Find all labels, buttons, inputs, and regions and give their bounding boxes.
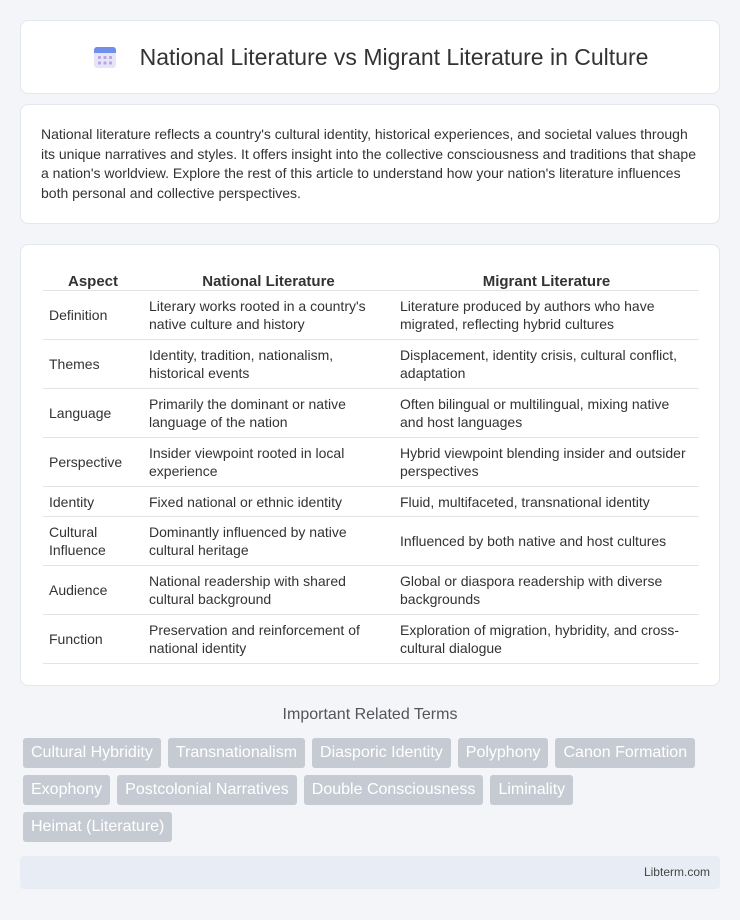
footer bbox=[20, 856, 720, 889]
term-tag[interactable]: Polyphony bbox=[458, 738, 549, 768]
table-header-row bbox=[43, 265, 699, 291]
cell-aspect: Themes bbox=[43, 340, 143, 389]
term-tag[interactable]: Cultural Hybridity bbox=[23, 738, 161, 768]
term-tag[interactable]: Liminality bbox=[490, 775, 573, 805]
cell-aspect: Language bbox=[43, 389, 143, 438]
comparison-table bbox=[43, 265, 699, 664]
term-tag[interactable]: Diasporic Identity bbox=[312, 738, 451, 768]
footer-site-link[interactable]: Libterm.com bbox=[643, 865, 710, 879]
cell-national: Identity, tradition, nationalism, historical events bbox=[143, 340, 394, 389]
page-title: National Literature vs Migrant Literature in Culture bbox=[139, 43, 649, 70]
cell-aspect: Function bbox=[43, 615, 143, 664]
cell-aspect: Perspective bbox=[43, 438, 143, 487]
term-tag[interactable]: Exophony bbox=[23, 775, 110, 805]
header-aspect: Aspect bbox=[43, 265, 143, 291]
cell-national: Primarily the dominant or native language of the nation bbox=[143, 389, 394, 438]
table-row bbox=[43, 438, 699, 487]
calendar-icon bbox=[92, 44, 118, 70]
term-tag[interactable]: Canon Formation bbox=[555, 738, 695, 768]
term-tag[interactable]: Double Consciousness bbox=[304, 775, 484, 805]
table-row bbox=[43, 566, 699, 615]
cell-aspect: Audience bbox=[43, 566, 143, 615]
cell-national: Dominantly influenced by native cultural heritage bbox=[143, 517, 394, 566]
cell-migrant: Displacement, identity crisis, cultural conflict, adaptation bbox=[394, 340, 699, 389]
table-row bbox=[43, 340, 699, 389]
cell-national: Literary works rooted in a country's native culture and history bbox=[143, 291, 394, 340]
cell-migrant: Influenced by both native and host cultures bbox=[394, 517, 699, 566]
intro-text: National literature reflects a country's cultural identity, historical experiences, and societal values through its unique narratives and styles. It offers insight into the collective consciousness and traditions that shape a nation's worldview. Explore the rest of this article to understand how your nation's literature influences both personal and collective perspectives. bbox=[41, 126, 696, 201]
cell-migrant: Hybrid viewpoint blending insider and outsider perspectives bbox=[394, 438, 699, 487]
table-row bbox=[43, 291, 699, 340]
intro-card bbox=[20, 104, 720, 224]
cell-aspect: Definition bbox=[43, 291, 143, 340]
table-row bbox=[43, 389, 699, 438]
header-migrant: Migrant Literature bbox=[394, 265, 699, 291]
cell-migrant: Global or diaspora readership with diverse backgrounds bbox=[394, 566, 699, 615]
comparison-table-card bbox=[20, 244, 720, 686]
header-card bbox=[20, 20, 720, 94]
header-national: National Literature bbox=[143, 265, 394, 291]
cell-national: Preservation and reinforcement of national identity bbox=[143, 615, 394, 664]
term-tag[interactable]: Transnationalism bbox=[168, 738, 305, 768]
cell-aspect: Identity bbox=[43, 487, 143, 517]
cell-national: Insider viewpoint rooted in local experience bbox=[143, 438, 394, 487]
cell-migrant: Fluid, multifaceted, transnational identity bbox=[394, 487, 699, 517]
cell-aspect: Cultural Influence bbox=[43, 517, 143, 566]
related-terms-list bbox=[23, 738, 723, 849]
table-row bbox=[43, 487, 699, 517]
cell-migrant: Exploration of migration, hybridity, and cross-cultural dialogue bbox=[394, 615, 699, 664]
cell-national: National readership with shared cultural background bbox=[143, 566, 394, 615]
term-tag[interactable]: Heimat (Literature) bbox=[23, 812, 172, 842]
table-row bbox=[43, 517, 699, 566]
cell-migrant: Often bilingual or multilingual, mixing native and host languages bbox=[394, 389, 699, 438]
table-row bbox=[43, 615, 699, 664]
related-terms-title: Important Related Terms bbox=[282, 706, 458, 723]
cell-migrant: Literature produced by authors who have migrated, reflecting hybrid cultures bbox=[394, 291, 699, 340]
cell-national: Fixed national or ethnic identity bbox=[143, 487, 394, 517]
term-tag[interactable]: Postcolonial Narratives bbox=[117, 775, 297, 805]
